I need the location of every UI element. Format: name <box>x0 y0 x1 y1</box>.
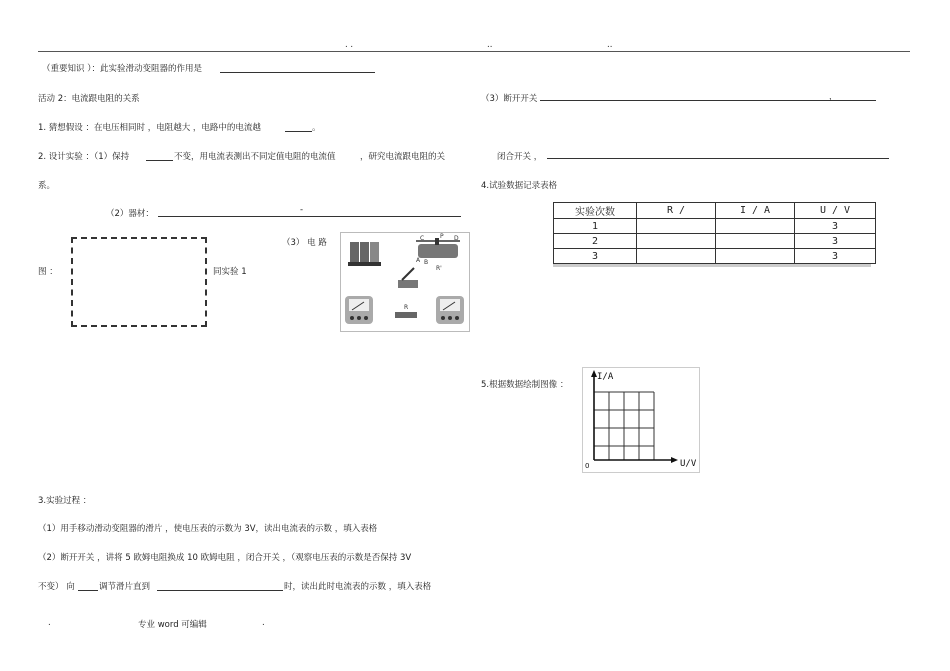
process-step-3a: 不变） 向 <box>38 582 75 592</box>
table-cell[interactable] <box>716 234 795 249</box>
hypothesis-end: 。 <box>312 123 321 133</box>
footer-dot-right: . <box>262 618 265 628</box>
header-current: I / A <box>716 203 795 219</box>
process-title: 3.实验过程 ： <box>38 496 92 506</box>
label-r: R <box>404 304 409 311</box>
table-cell[interactable] <box>637 234 716 249</box>
table-cell[interactable] <box>637 249 716 264</box>
table-shadow <box>553 264 871 267</box>
open-switch-text: （3）断开开关 <box>481 94 538 104</box>
table-cell[interactable] <box>716 249 795 264</box>
table-cell: 3 <box>795 249 876 264</box>
label-a: A <box>416 257 421 264</box>
open-switch-comma: ， <box>829 92 838 102</box>
table-cell: 1 <box>554 219 637 234</box>
design-blank[interactable] <box>146 160 173 161</box>
circuit-label-b: 图 ： <box>38 267 58 277</box>
header-dots-left: . . <box>345 40 354 50</box>
key-knowledge-blank[interactable] <box>220 72 375 73</box>
close-switch-blank[interactable] <box>547 158 889 159</box>
close-switch-text: 闭合开关 ， <box>497 152 543 162</box>
design-text-cont: 系。 <box>38 181 56 191</box>
until-blank[interactable] <box>157 590 283 591</box>
process-step-2: （2）断开开关 ，讲将 5 欧姆电阻换成 10 欧姆电阻 ，闭合开关 ，（观察电压表的示数是否保持 3V <box>38 553 412 563</box>
process-step-3c: 时，读出此时电流表的示数 ，填入表格 <box>284 582 432 592</box>
table-cell: 3 <box>554 249 637 264</box>
table-cell: 3 <box>795 234 876 249</box>
hypothesis-blank[interactable] <box>285 131 312 132</box>
ammeter-icon <box>345 296 373 324</box>
process-step-3b: 调节滑片直到 <box>99 582 151 592</box>
voltmeter-icon <box>436 296 464 324</box>
table-cell: 2 <box>554 234 637 249</box>
header-dots-mid: .. <box>487 40 493 50</box>
resistor-icon <box>395 312 417 318</box>
table-cell: 3 <box>795 219 876 234</box>
apparatus-illustration <box>340 232 470 332</box>
table-cell[interactable] <box>716 219 795 234</box>
footer-text: 专业 word 可编辑 <box>138 620 207 630</box>
x-axis-label: U/V <box>680 459 697 469</box>
key-knowledge-text: （重要知识 ）：此实验滑动变阻器的作用是 <box>42 64 202 74</box>
equipment-blank[interactable] <box>158 216 461 217</box>
open-switch-blank[interactable] <box>540 100 876 101</box>
design-text-2: 不变，用电流表测出不同定值电阻的电流值 <box>174 152 336 162</box>
top-rule <box>38 51 910 52</box>
same-as-experiment: 同实验 1 <box>213 267 247 277</box>
label-r-prime: R' <box>436 265 442 272</box>
circuit-diagram-box[interactable] <box>71 237 207 327</box>
iv-graph[interactable] <box>582 367 700 473</box>
equipment-dash: - <box>300 205 304 215</box>
label-c: C <box>420 235 425 242</box>
equipment-label: （2）器材： <box>106 209 154 219</box>
table-cell[interactable] <box>637 219 716 234</box>
header-voltage: U / V <box>795 203 876 219</box>
table-header-row <box>554 203 876 219</box>
table-title: 4.试验数据记录表格 <box>481 181 558 191</box>
process-step-1: （1）用手移动滑动变阻器的滑片 ，使电压表的示数为 3V，读出电流表的示数 ，填入表格 <box>38 524 378 534</box>
battery-icon <box>348 242 381 266</box>
header-resistance: R / <box>637 203 716 219</box>
label-p: P <box>440 233 444 240</box>
direction-blank[interactable] <box>78 590 98 591</box>
y-axis-label: I/A <box>597 372 614 382</box>
label-d: D <box>454 235 459 242</box>
design-text-3: ，研究电流跟电阻的关 <box>360 152 446 162</box>
origin-label: 0 <box>585 462 590 470</box>
graph-grid <box>594 392 654 460</box>
hypothesis-text: 1. 猜想假设 ：在电压相同时 ，电阻越大 ，电路中的电流越 <box>38 123 261 133</box>
table-row <box>554 234 876 249</box>
footer-dot-left: . <box>48 618 51 628</box>
activity-title: 活动 2：电流跟电阻的关系 <box>38 94 140 104</box>
label-b: B <box>424 259 429 266</box>
data-record-table <box>553 202 876 264</box>
table-row <box>554 219 876 234</box>
header-dots-right: .. <box>607 40 613 50</box>
design-text-1: 2. 设计实验 ：（1）保持 <box>38 152 130 162</box>
x-axis-arrow-icon <box>671 457 678 463</box>
switch-icon <box>398 268 418 288</box>
graph-title: 5.根据数据绘制图像 ： <box>481 380 569 390</box>
table-row <box>554 249 876 264</box>
circuit-label-a: （3） 电 路 <box>282 238 327 248</box>
header-trial: 实验次数 <box>554 203 637 219</box>
